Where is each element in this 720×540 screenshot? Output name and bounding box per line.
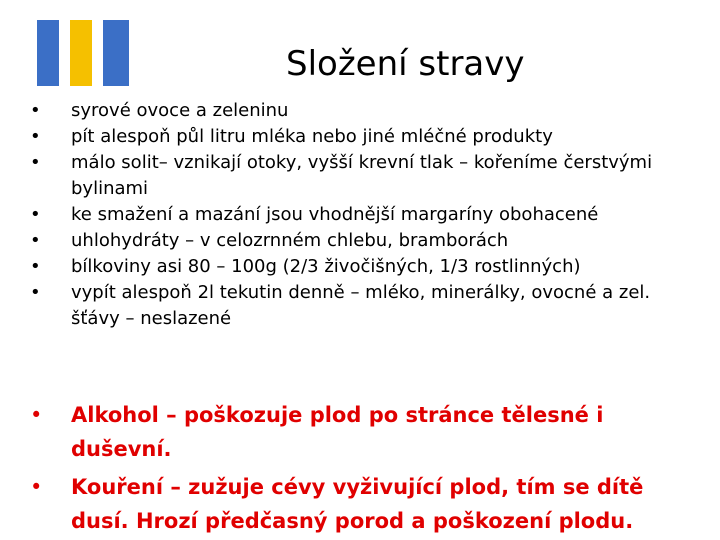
bullet-icon: • — [30, 126, 41, 147]
warning-item — [30, 398, 690, 466]
list-item-text: vypít alespoň 2l tekutin denně – mléko, minerálky, ovocné a zel. šťávy – neslazené — [71, 282, 651, 329]
bullet-icon: • — [30, 152, 41, 173]
warning-item-text: Kouření – zužuje cévy vyživující plod, tím se dítě dusí. Hrozí předčasný porod a poškození plodu. — [71, 475, 644, 533]
bullet-icon: • — [30, 230, 41, 251]
bullet-icon: • — [30, 403, 43, 427]
warning-list — [30, 398, 690, 538]
page-title: Složení stravy — [286, 44, 525, 84]
list-item — [30, 280, 690, 332]
list-item-text: bílkoviny asi 80 – 100g (2/3 živočišných, 1/3 rostlinných) — [71, 256, 581, 277]
diet-list — [30, 98, 690, 332]
list-item — [30, 254, 690, 280]
list-item — [30, 228, 690, 254]
list-item — [30, 202, 690, 228]
list-item-text: pít alespoň půl litru mléka nebo jiné mléčné produkty — [71, 126, 553, 147]
logo-bar-blue-left — [37, 20, 59, 86]
warning-item-text: Alkohol – poškozuje plod po stránce tělesné i duševní. — [71, 403, 604, 461]
logo-bar-yellow — [70, 20, 92, 86]
list-item-text: ke smažení a mazání jsou vhodnější margaríny obohacené — [71, 204, 599, 225]
bullet-icon: • — [30, 204, 41, 225]
list-item-text: syrové ovoce a zeleninu — [71, 100, 289, 121]
list-item-text: málo solit– vznikají otoky, vyšší krevní tlak – kořeníme čerstvými bylinami — [71, 152, 653, 199]
logo-bar-blue-right — [103, 20, 129, 86]
list-item-text: uhlohydráty – v celozrnném chlebu, bramborách — [71, 230, 509, 251]
warning-item — [30, 470, 690, 538]
list-item — [30, 98, 690, 124]
bullet-icon: • — [30, 475, 43, 499]
bullet-icon: • — [30, 100, 41, 121]
bullet-icon: • — [30, 282, 41, 303]
list-item — [30, 124, 690, 150]
logo — [37, 20, 129, 86]
list-item — [30, 150, 690, 202]
bullet-icon: • — [30, 256, 41, 277]
